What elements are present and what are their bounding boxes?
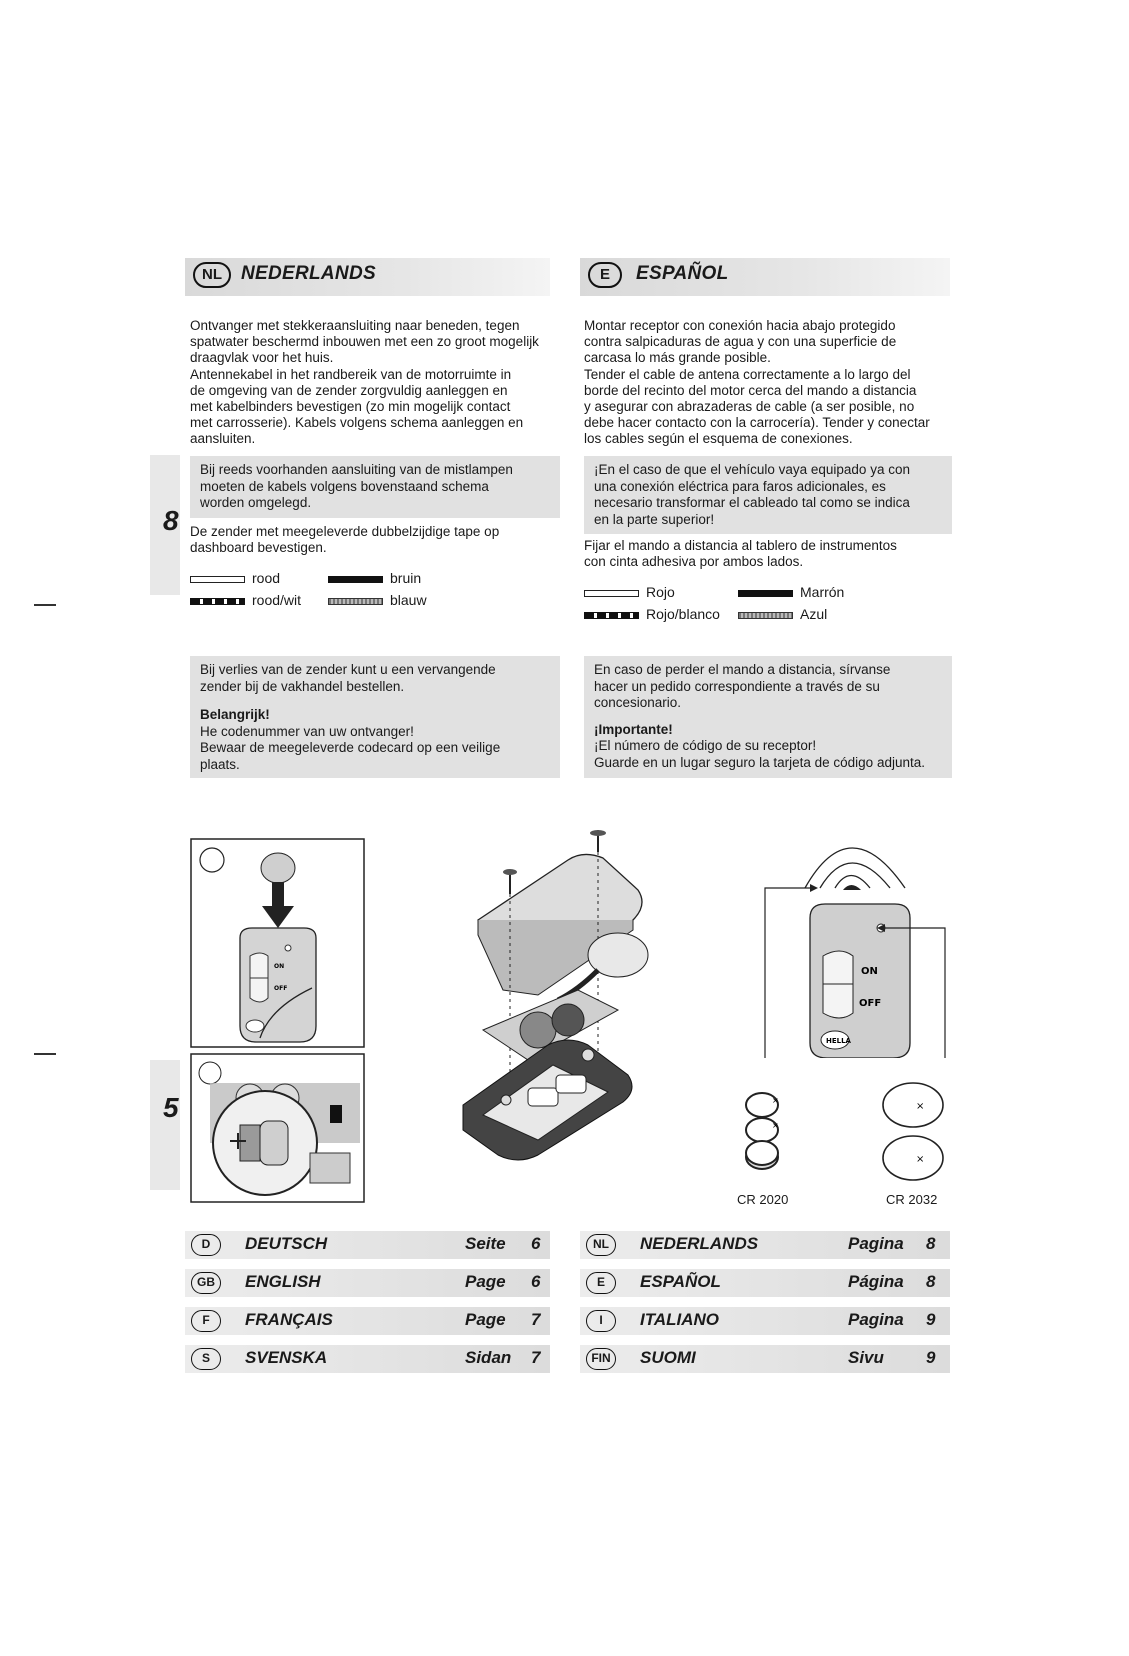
es-language-badge: E xyxy=(588,262,622,288)
es-intro-line: carcasa lo más grande posible. xyxy=(584,350,771,366)
lang-row-nederlands xyxy=(580,1231,950,1259)
nl-intro-line: aansluiten. xyxy=(190,431,256,447)
cr2032-batteries-icon xyxy=(878,1080,948,1185)
lang-row-francais xyxy=(185,1307,550,1335)
lang-name: FRANÇAIS xyxy=(245,1310,333,1329)
es-important-line: ¡El número de código de su receptor! xyxy=(594,738,817,753)
side-number-upper: 8 xyxy=(163,505,179,536)
nl-important-line: He codenummer van uw ontvanger! xyxy=(200,723,414,739)
nl-note1-line: worden omgelegd. xyxy=(200,495,312,510)
nl-intro-line: Antennekabel in het randbereik van de motorruimte in xyxy=(190,366,512,382)
lang-page-number: 8 xyxy=(926,1234,936,1253)
nl-replacement-note xyxy=(190,656,560,778)
svg-text:×: × xyxy=(772,1121,779,1130)
nl-important-line: plaats. xyxy=(200,756,240,772)
es-note2-line: hacer un pedido correspondiente a través de su xyxy=(594,678,880,694)
lang-name: SUOMI xyxy=(640,1348,696,1367)
es-note1-line: una conexión eléctrica para faros adicionales, es xyxy=(594,478,886,494)
lang-page-word: Pagina xyxy=(848,1310,904,1329)
nl-title: NEDERLANDS xyxy=(241,263,376,284)
wire-brown-swatch xyxy=(328,576,383,583)
lang-page-number: 7 xyxy=(531,1348,541,1367)
es-note1-line: necesario transformar el cableado tal como se indica xyxy=(594,495,910,510)
es-intro-line: debe hacer contacto con la carrocería). Tender y conectar xyxy=(584,415,930,431)
wire-redwhite-swatch xyxy=(190,598,245,605)
es-title: ESPAÑOL xyxy=(636,263,729,284)
wire-red-swatch xyxy=(584,590,639,597)
lang-page-number: 7 xyxy=(531,1310,541,1329)
lang-page-word: Sivu xyxy=(848,1348,884,1367)
lang-badge: I xyxy=(586,1310,616,1332)
es-header xyxy=(580,258,950,296)
nl-intro-line: met carrosserie). Kabels volgens schema aanleggen en xyxy=(190,415,524,431)
lang-name: DEUTSCH xyxy=(245,1234,328,1253)
lang-page-word: Page xyxy=(465,1310,506,1329)
lang-page-number: 9 xyxy=(926,1348,936,1367)
es-note2-line: En caso de perder el mando a distancia, sírvanse xyxy=(594,662,891,677)
es-intro xyxy=(584,318,954,448)
lang-row-deutsch xyxy=(185,1231,550,1259)
lang-page-number: 6 xyxy=(531,1272,541,1291)
lang-row-svenska xyxy=(185,1345,550,1373)
es-important-title: ¡Importante! xyxy=(594,721,673,737)
nl-mount-text xyxy=(190,524,560,556)
lang-row-italiano xyxy=(580,1307,950,1335)
nl-intro-line: met kabelbinders bevestigen (zo min mogelijk contact xyxy=(190,399,511,415)
wire-redwhite-swatch xyxy=(584,612,639,619)
nl-intro-line: draagvlak voor het huis. xyxy=(190,350,334,366)
nl-legend-blue: blauw xyxy=(390,592,427,608)
lang-page-word: Página xyxy=(848,1272,904,1291)
es-intro-line: borde del recinto del motor cerca del mando a distancia xyxy=(584,382,917,398)
es-intro-line: los cables según el esquema de conexiones. xyxy=(584,431,853,447)
lang-page-word: Seite xyxy=(465,1234,506,1253)
nl-fog-lamp-note xyxy=(190,456,560,518)
es-note1-line: en la parte superior! xyxy=(594,511,715,527)
lang-name: SVENSKA xyxy=(245,1348,328,1367)
lang-page-number: 9 xyxy=(926,1310,936,1329)
es-legend-red: Rojo xyxy=(646,584,675,600)
lang-badge: E xyxy=(586,1272,616,1294)
nl-language-badge: NL xyxy=(193,262,231,288)
wire-red-swatch xyxy=(190,576,245,583)
remote-on-label: ON xyxy=(274,963,285,970)
lang-row-espanol xyxy=(580,1269,950,1297)
lang-page-word: Pagina xyxy=(848,1234,904,1253)
nl-important-title: Belangrijk! xyxy=(200,707,270,722)
nl-intro xyxy=(190,318,560,448)
es-legend-redwhite: Rojo/blanco xyxy=(646,606,720,622)
hella-logo: HELLA xyxy=(826,1037,851,1045)
battery-caption-cr2020: CR 2020 xyxy=(737,1192,789,1207)
nl-mount-line: dashboard bevestigen. xyxy=(190,540,327,556)
es-note1-line: ¡En el caso de que el vehículo vaya equipado ya con xyxy=(594,462,910,477)
side-band-lower xyxy=(150,1060,180,1190)
svg-text:×: × xyxy=(772,1096,779,1105)
remote-off-label-large: OFF xyxy=(859,998,882,1009)
nl-header xyxy=(185,258,550,296)
lang-row-english xyxy=(185,1269,550,1297)
es-mount-line: con cinta adhesiva por ambos lados. xyxy=(584,554,804,570)
lang-badge: NL xyxy=(586,1234,616,1256)
remote-off-label: OFF xyxy=(274,985,288,992)
svg-text:×: × xyxy=(916,1154,925,1165)
es-legend-brown: Marrón xyxy=(800,584,845,600)
wire-blue-swatch xyxy=(328,598,383,605)
nl-note1-line: moeten de kabels volgens bovenstaand schema xyxy=(200,478,489,494)
lang-badge: FIN xyxy=(586,1348,616,1370)
lang-badge: S xyxy=(191,1348,221,1370)
remote-insertion-figure xyxy=(190,838,365,1048)
es-intro-line: y asegurar con abrazaderas de cable (a ser posible, no xyxy=(584,399,915,415)
nl-intro-line: spatwater beschermd inbouwen met een zo groot mogelijk xyxy=(190,334,539,350)
nl-note1-line: Bij reeds voorhanden aansluiting van de mistlampen xyxy=(200,462,513,477)
lang-name: ITALIANO xyxy=(640,1310,720,1329)
es-mount-line: Fijar el mando a distancia al tablero de instrumentos xyxy=(584,538,897,553)
es-note2-line: concesionario. xyxy=(594,695,682,710)
es-intro-line: Montar receptor con conexión hacia abajo protegido xyxy=(584,318,896,333)
lang-name: ESPAÑOL xyxy=(640,1272,721,1291)
lang-row-suomi xyxy=(580,1345,950,1373)
lang-page-word: Page xyxy=(465,1272,506,1291)
nl-intro-line: de omgeving van de zender zorgvuldig aanleggen en xyxy=(190,382,508,398)
es-legend-blue: Azul xyxy=(800,606,828,622)
cr2020-batteries-icon xyxy=(737,1085,797,1185)
lang-badge: D xyxy=(191,1234,221,1256)
es-important-line: Guarde en un lugar seguro la tarjeta de código adjunta. xyxy=(594,754,925,770)
lang-badge: F xyxy=(191,1310,221,1332)
wire-blue-swatch xyxy=(738,612,793,619)
lang-name: NEDERLANDS xyxy=(640,1234,759,1253)
margin-mark xyxy=(34,1053,56,1055)
es-intro-line: Tender el cable de antena correctamente a lo largo del xyxy=(584,366,911,382)
battery-replacement-figure xyxy=(458,830,678,1200)
lang-name: ENGLISH xyxy=(245,1272,321,1291)
nl-important-line: Bewaar de meegeleverde codecard op een veilige xyxy=(200,740,501,755)
remote-on-label-large: ON xyxy=(861,966,878,977)
lang-badge: GB xyxy=(191,1272,221,1294)
remote-signal-figure xyxy=(755,828,955,1058)
nl-note2-line: Bij verlies van de zender kunt u een vervangende xyxy=(200,662,496,677)
dashboard-mounting-figure xyxy=(190,1053,365,1203)
nl-mount-line: De zender met meegeleverde dubbelzijdige tape op xyxy=(190,524,500,539)
es-replacement-note xyxy=(584,656,952,778)
wire-brown-swatch xyxy=(738,590,793,597)
nl-intro-line: Ontvanger met stekkeraansluiting naar beneden, tegen xyxy=(190,318,520,333)
margin-mark xyxy=(34,604,56,606)
nl-legend-brown: bruin xyxy=(390,570,422,586)
nl-legend-redwhite: rood/wit xyxy=(252,592,302,608)
nl-legend-red: rood xyxy=(252,570,281,586)
lang-page-word: Sidan xyxy=(465,1348,512,1367)
svg-text:×: × xyxy=(916,1101,925,1112)
lang-page-number: 8 xyxy=(926,1272,936,1291)
es-fog-lamp-note xyxy=(584,456,952,534)
battery-caption-cr2032: CR 2032 xyxy=(886,1192,938,1207)
es-mount-text xyxy=(584,538,954,570)
es-intro-line: contra salpicaduras de agua y con una superficie de xyxy=(584,334,897,350)
nl-note2-line: zender bij de vakhandel bestellen. xyxy=(200,678,405,694)
lang-page-number: 6 xyxy=(531,1234,541,1253)
side-number-lower: 5 xyxy=(163,1092,179,1123)
